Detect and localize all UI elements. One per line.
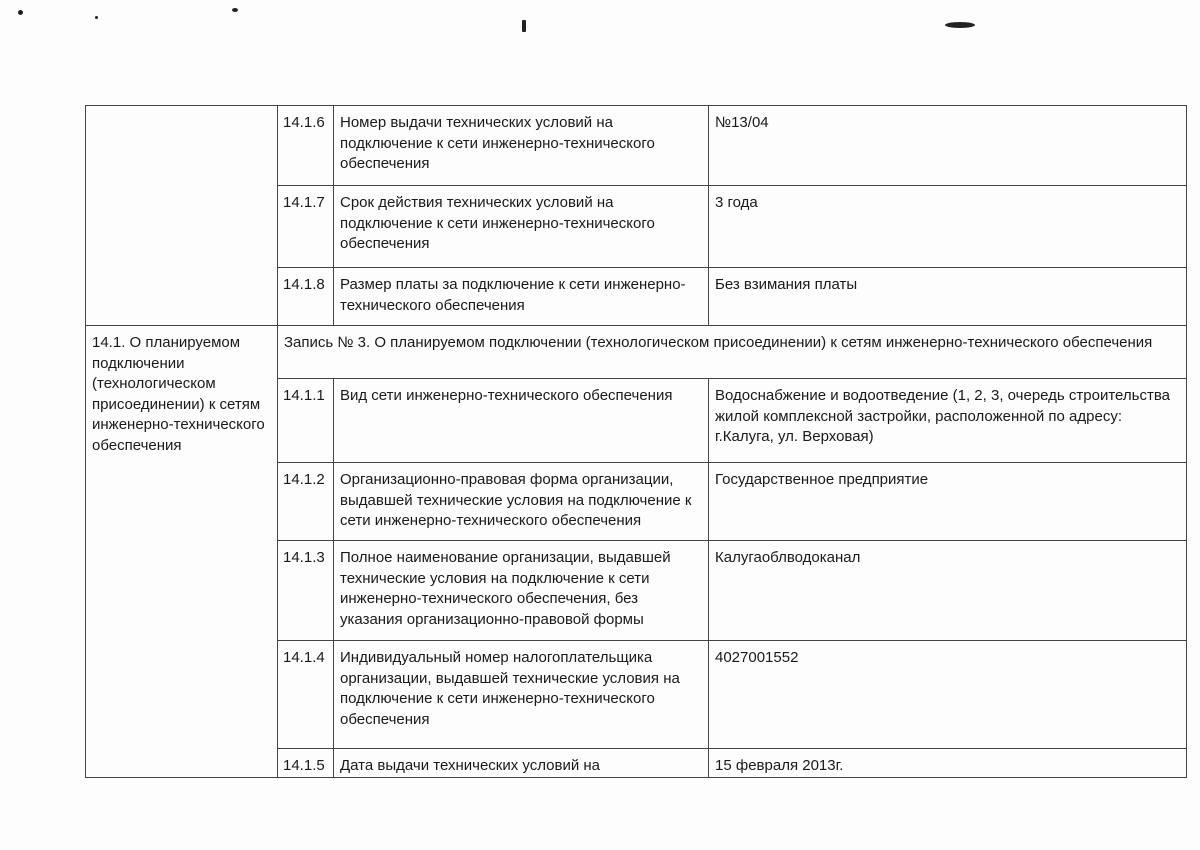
empty-cell bbox=[86, 106, 278, 326]
record-header: Запись № 3. О планируемом подключении (технологическом присоединении) к сетям инженерно-технического обеспечения bbox=[278, 326, 1187, 379]
row-label: Организационно-правовая форма организации, выдавшей технические условия на подключение к сети инженерно-технического обеспечения bbox=[334, 463, 709, 541]
row-value: Без взимания платы bbox=[709, 268, 1187, 326]
document-table bbox=[85, 105, 1187, 778]
row-label: Полное наименование организации, выдавшей технические условия на подключение к сети инженерно-технического обеспечения, без указания организационно-правовой формы bbox=[334, 541, 709, 641]
scan-speck bbox=[18, 10, 23, 15]
scan-speck bbox=[522, 20, 526, 32]
table-row bbox=[86, 326, 1187, 379]
row-value: Государственное предприятие bbox=[709, 463, 1187, 541]
row-label: Дата выдачи технических условий на bbox=[334, 749, 709, 778]
row-value: 15 февраля 2013г. bbox=[709, 749, 1187, 778]
row-number: 14.1.2 bbox=[278, 463, 334, 541]
row-value: Водоснабжение и водоотведение (1, 2, 3, очередь строительства жилой комплексной застройки, расположенной по адресу: г.Калуга, ул. Верховая) bbox=[709, 379, 1187, 463]
row-label: Вид сети инженерно-технического обеспечения bbox=[334, 379, 709, 463]
row-value: Калугаоблводоканал bbox=[709, 541, 1187, 641]
row-label: Срок действия технических условий на подключение к сети инженерно-технического обеспечения bbox=[334, 186, 709, 268]
row-value: 4027001552 bbox=[709, 641, 1187, 749]
row-number: 14.1.6 bbox=[278, 106, 334, 186]
row-number: 14.1.5 bbox=[278, 749, 334, 778]
scan-speck bbox=[95, 16, 98, 19]
scan-speck bbox=[945, 22, 975, 28]
row-value: №13/04 bbox=[709, 106, 1187, 186]
row-number: 14.1.3 bbox=[278, 541, 334, 641]
row-number: 14.1.4 bbox=[278, 641, 334, 749]
row-number: 14.1.8 bbox=[278, 268, 334, 326]
section-label: 14.1. О планируемом подключении (технологическом присоединении) к сетям инженерно-технического обеспечения bbox=[86, 326, 278, 778]
row-label: Номер выдачи технических условий на подключение к сети инженерно-технического обеспечения bbox=[334, 106, 709, 186]
table-row bbox=[86, 106, 1187, 186]
row-number: 14.1.7 bbox=[278, 186, 334, 268]
scan-speck bbox=[232, 8, 238, 12]
row-label: Размер платы за подключение к сети инженерно-технического обеспечения bbox=[334, 268, 709, 326]
row-number: 14.1.1 bbox=[278, 379, 334, 463]
row-label: Индивидуальный номер налогоплательщика организации, выдавшей технические условия на подключение к сети инженерно-технического обеспечения bbox=[334, 641, 709, 749]
row-value: 3 года bbox=[709, 186, 1187, 268]
